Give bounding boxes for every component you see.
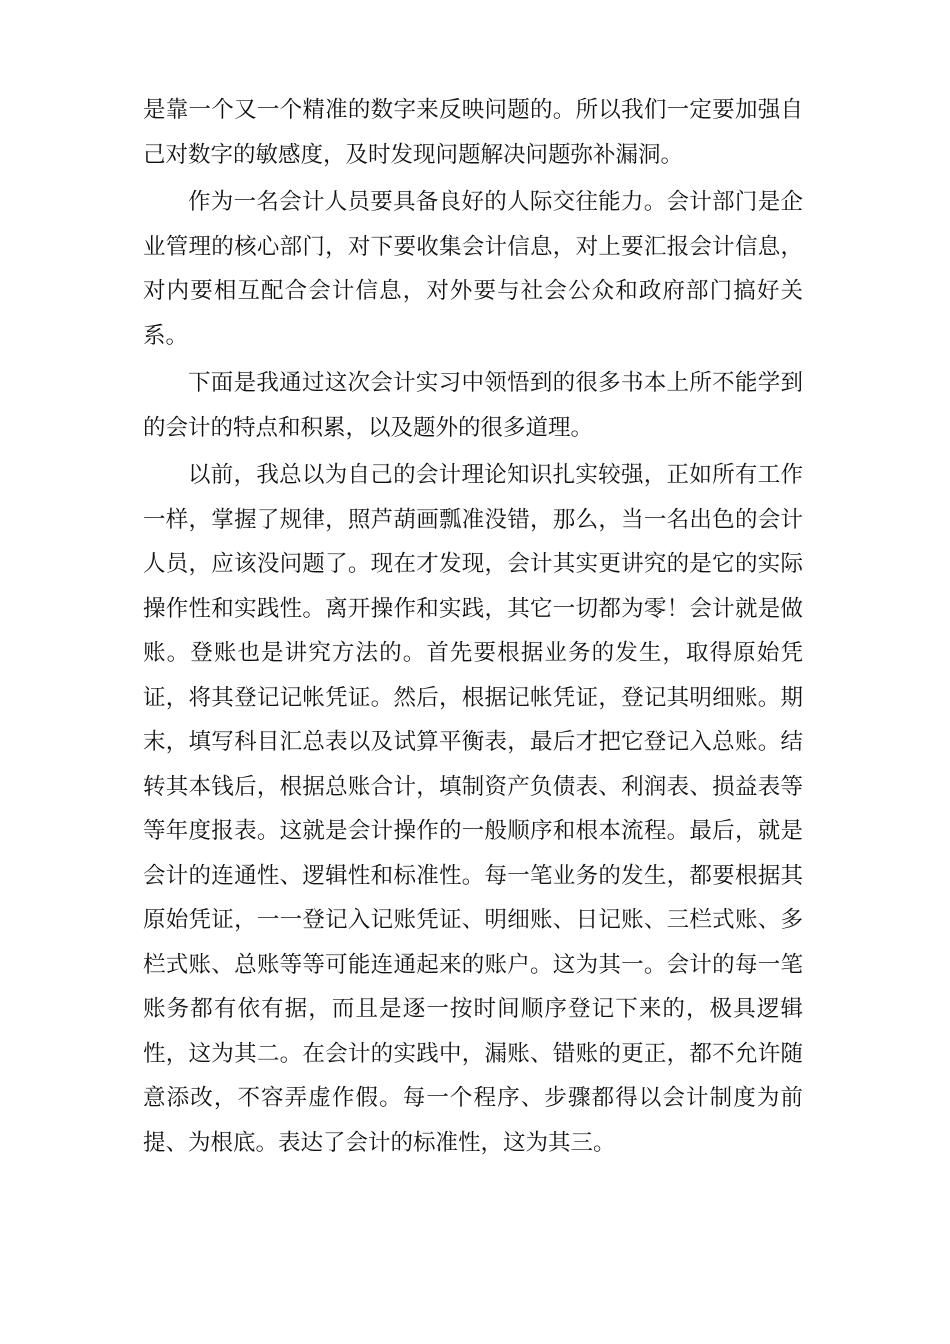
paragraph-1: 是靠一个又一个精准的数字来反映问题的。所以我们一定要加强自己对数字的敏感度，及时发现问题解决问题弥补漏洞。: [143, 97, 803, 168]
paragraph-4: 以前，我总以为自己的会计理论知识扎实较强，正如所有工作一样，掌握了规律，照芦葫画瓢准没错，那么，当一名出色的会计人员，应该没问题了。现在才发现，会计其实更讲究的是它的实际操作性和实践性。离开操作和实践，其它一切都为零！会计就是做账。登账也是讲究方法的。首先要根据业务的发生，取得原始凭证，将其登记记帐凭证。然后，根据记帐凭证，登记其明细账。期末，填写科目汇总表以及试算平衡表，最后才把它登记入总账。结转其本钱后，根据总账合计，填制资产负债表、利润表、损益表等等年度报表。这就是会计操作的一般顺序和根本流程。最后，就是会计的连通性、逻辑性和标准性。每一笔业务的发生，都要根据其原始凭证，一一登记入记账凭证、明细账、日记账、三栏式账、多栏式账、总账等等可能连通起来的账户。这为其一。会计的每一笔账务都有依有据，而且是逐一按时间顺序登记下来的，极具逻辑性，这为其二。在会计的实践中，漏账、错账的更正，都不允许随意添改，不容弄虚作假。每一个程序、步骤都得以会计制度为前提、为根底。表达了会计的标准性，这为其三。: [143, 462, 803, 1156]
paragraph-3: 下面是我通过这次会计实习中领悟到的很多书本上所不能学到的会计的特点和积累，以及题外的很多道理。: [143, 370, 803, 441]
paragraph-2: 作为一名会计人员要具备良好的人际交往能力。会计部门是企业管理的核心部门，对下要收集会计信息，对上要汇报会计信息，对内要相互配合会计信息，对外要与社会公众和政府部门搞好关系。: [143, 189, 803, 349]
document-body: [143, 88, 803, 1168]
